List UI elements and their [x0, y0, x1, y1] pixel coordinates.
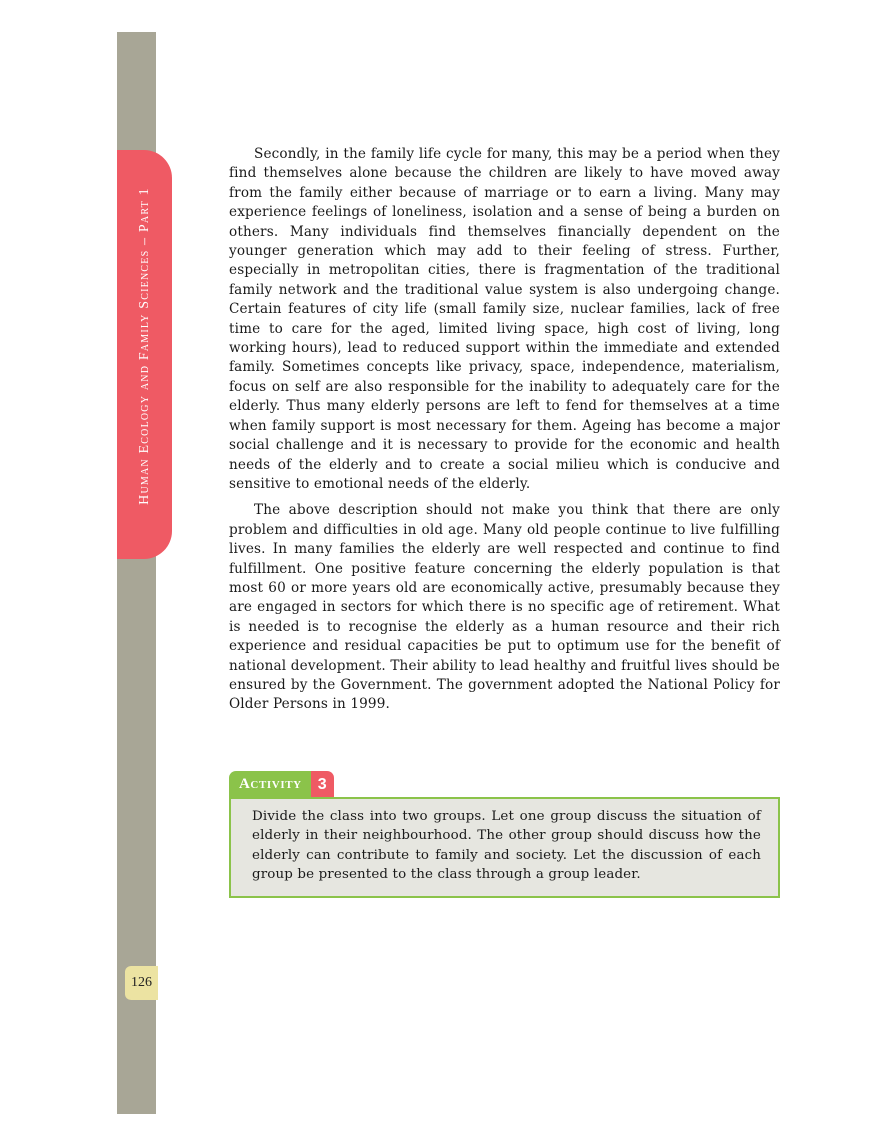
activity-header: [229, 771, 334, 798]
page-number: 126: [125, 966, 158, 1000]
activity-number: 3: [311, 771, 334, 798]
activity-box: [229, 797, 780, 898]
activity-label: Activity: [229, 771, 311, 798]
body-text: [229, 145, 780, 722]
activity-text: Divide the class into two groups. Let one group discuss the situation of elderly in their neighbourhood. The other group should discuss how the elderly can contribute to family and society. Let the discussion of each group be presented to the class through a group leader.: [252, 809, 761, 883]
paragraph: Secondly, in the family life cycle for many, this may be a period when they find themselves alone because the children are likely to have moved away from the family either because of marriage or to earn a living. Many may experience feelings of loneliness, isolation and a sense of being a burden on others. Many individuals find themselves financially dependent on the younger generation which may add to their feeling of stress. Further, especially in metropolitan cities, there is fragmentation of the traditional family network and the traditional value system is also undergoing change. Certain features of city life (small family size, nuclear families, lack of free time to care for the aged, limited living space, high cost of living, long working hours), lead to reduced support within the immediate and extended family. Sometimes concepts like privacy, space, independence, materialism, focus on self are also responsible for the inability to adequately care for the elderly. Thus many elderly persons are left to fend for themselves at a time when family support is most necessary for them. Ageing has become a major social challenge and it is necessary to provide for the economic and health needs of the elderly and to create a social milieu which is conducive and sensitive to emotional needs of the elderly.: [229, 146, 780, 492]
running-title: Human Ecology and Family Sciences – Part 1: [137, 187, 152, 505]
paragraph: The above description should not make you think that there are only problem and difficulties in old age. Many old people continue to live fulfilling lives. In many families the elderly are well respected and continue to find fulfillment. One positive feature concerning the elderly population is that most 60 or more years old are economically active, presumably because they are engaged in sectors for which there is no specific age of retirement. What is needed is to recognise the elderly as a human resource and their rich experience and residual capacities be put to optimum use for the benefit of national development. Their ability to lead healthy and fruitful lives should be ensured by the Government. The government adopted the National Policy for Older Persons in 1999.: [229, 502, 780, 713]
